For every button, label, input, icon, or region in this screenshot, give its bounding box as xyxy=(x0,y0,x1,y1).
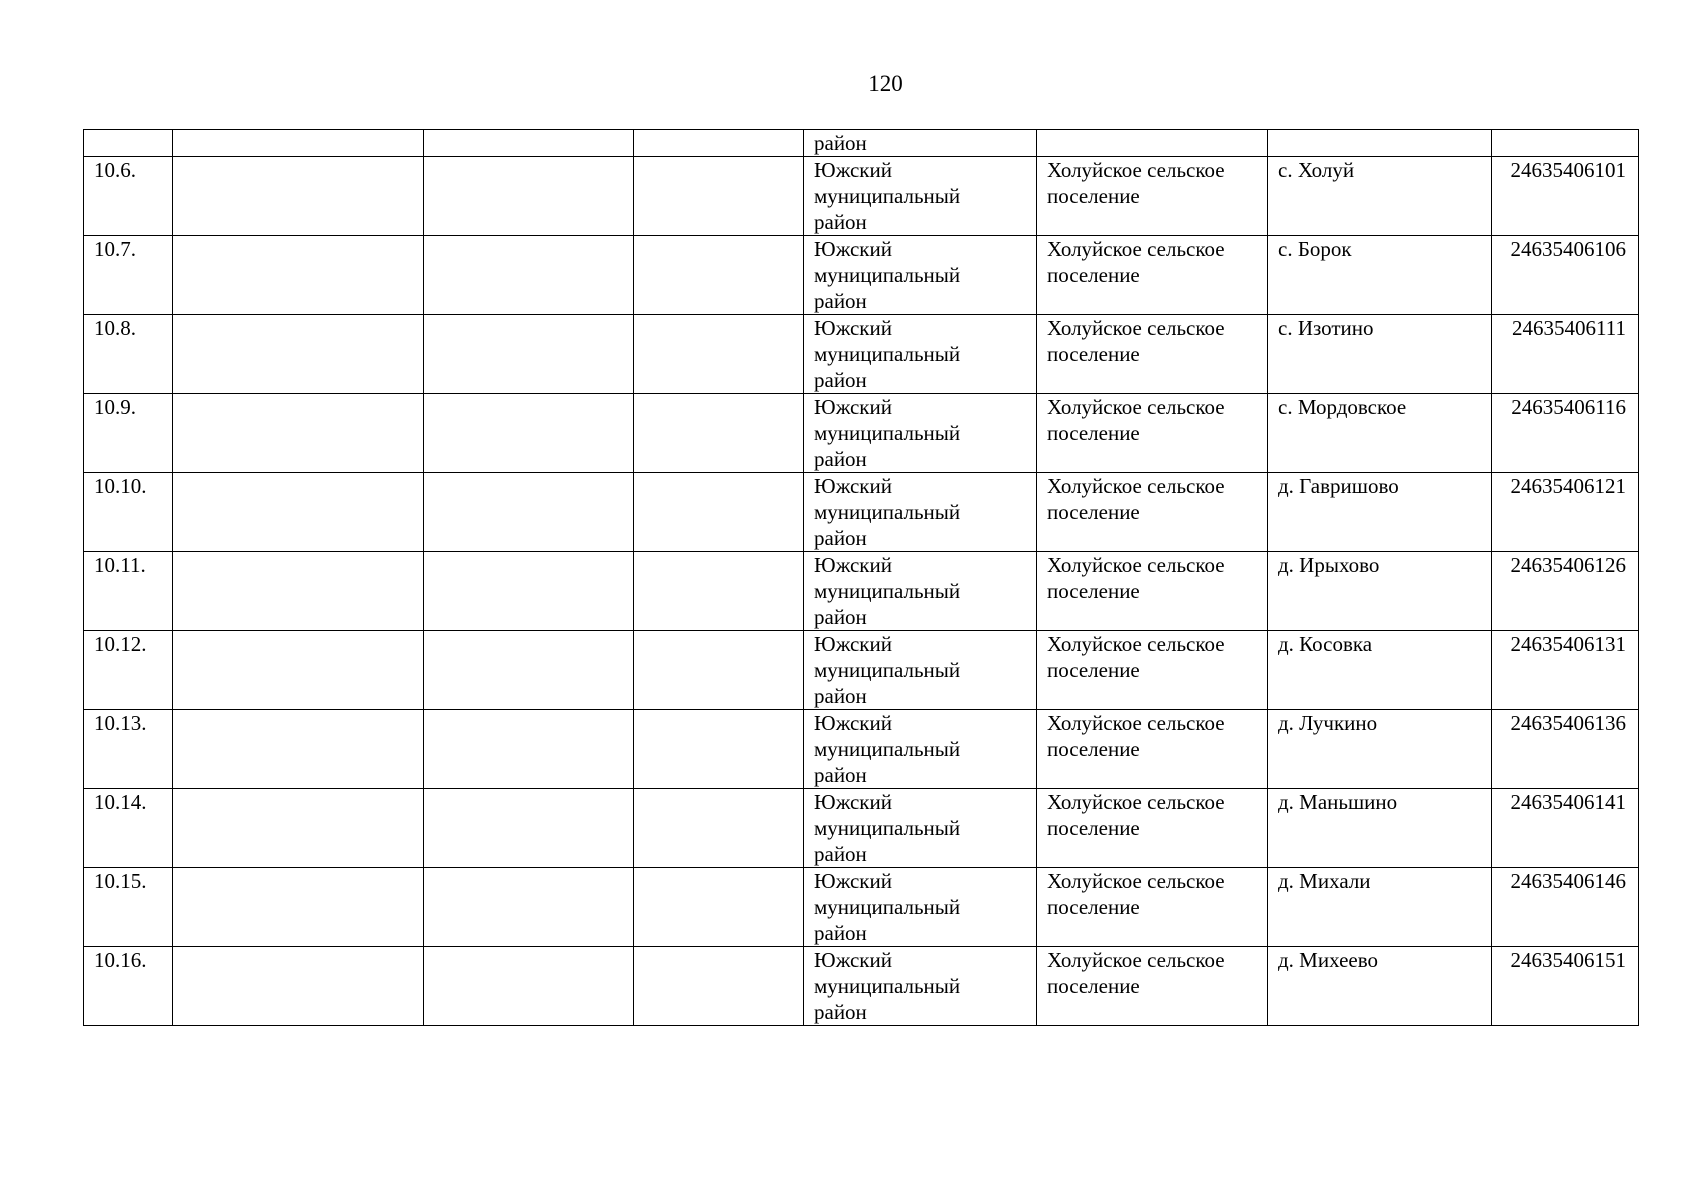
cell-number: 10.11. xyxy=(84,552,173,631)
table-row xyxy=(84,315,1639,394)
district-line: муниципальный xyxy=(814,579,961,603)
district-line: муниципальный xyxy=(814,421,961,445)
district-line: муниципальный xyxy=(814,184,961,208)
district-line: Южский xyxy=(814,553,892,577)
cell-settlement xyxy=(1037,631,1268,710)
cell-locality: д. Михеево xyxy=(1268,947,1492,1026)
cell-empty xyxy=(173,236,424,315)
cell-locality: д. Лучкино xyxy=(1268,710,1492,789)
cell-empty xyxy=(634,236,804,315)
cell-settlement xyxy=(1037,394,1268,473)
district-line: район xyxy=(814,921,867,945)
district-line: Южский xyxy=(814,316,892,340)
district-line: Южский xyxy=(814,395,892,419)
settlement-line: Холуйское сельское xyxy=(1047,237,1225,261)
settlement-line: поселение xyxy=(1047,579,1140,603)
settlement-line: Холуйское сельское xyxy=(1047,316,1225,340)
table-body xyxy=(84,130,1639,1026)
cell-settlement xyxy=(1037,315,1268,394)
cell-settlement xyxy=(1037,868,1268,947)
cell-empty xyxy=(173,789,424,868)
cell-code: 24635406146 xyxy=(1492,868,1639,947)
cell-district: район xyxy=(804,130,1037,157)
cell-empty xyxy=(424,315,634,394)
settlement-line: поселение xyxy=(1047,421,1140,445)
cell-empty xyxy=(173,473,424,552)
table-row xyxy=(84,947,1639,1026)
cell-code: 24635406131 xyxy=(1492,631,1639,710)
settlement-line: Холуйское сельское xyxy=(1047,790,1225,814)
cell-empty xyxy=(424,236,634,315)
continuation-row xyxy=(84,130,1639,157)
cell-empty xyxy=(634,130,804,157)
cell-empty xyxy=(634,394,804,473)
cell-empty xyxy=(634,315,804,394)
cell-empty xyxy=(173,157,424,236)
settlement-line: Холуйское сельское xyxy=(1047,632,1225,656)
settlement-line: поселение xyxy=(1047,184,1140,208)
district-line: район xyxy=(814,763,867,787)
settlement-line: поселение xyxy=(1047,342,1140,366)
district-line: муниципальный xyxy=(814,737,961,761)
cell-settlement xyxy=(1037,130,1268,157)
cell-district xyxy=(804,789,1037,868)
settlement-line: поселение xyxy=(1047,816,1140,840)
table-row xyxy=(84,157,1639,236)
district-line: Южский xyxy=(814,711,892,735)
cell-code: 24635406136 xyxy=(1492,710,1639,789)
cell-code: 24635406111 xyxy=(1492,315,1639,394)
district-line: район xyxy=(814,842,867,866)
cell-empty xyxy=(173,710,424,789)
cell-empty xyxy=(173,315,424,394)
cell-empty xyxy=(424,157,634,236)
cell-number: 10.16. xyxy=(84,947,173,1026)
district-line: район xyxy=(814,526,867,550)
cell-number: 10.6. xyxy=(84,157,173,236)
cell-number: 10.8. xyxy=(84,315,173,394)
settlement-line: поселение xyxy=(1047,263,1140,287)
settlement-line: поселение xyxy=(1047,737,1140,761)
cell-code: 24635406126 xyxy=(1492,552,1639,631)
district-line: муниципальный xyxy=(814,658,961,682)
cell-locality xyxy=(1268,130,1492,157)
cell-locality: с. Мордовское xyxy=(1268,394,1492,473)
cell-locality: д. Ирыхово xyxy=(1268,552,1492,631)
district-line: муниципальный xyxy=(814,974,961,998)
cell-district xyxy=(804,315,1037,394)
cell-empty xyxy=(424,789,634,868)
cell-code: 24635406141 xyxy=(1492,789,1639,868)
cell-empty xyxy=(173,552,424,631)
cell-empty xyxy=(634,157,804,236)
cell-locality: д. Маньшино xyxy=(1268,789,1492,868)
cell-code: 24635406106 xyxy=(1492,236,1639,315)
cell-locality: д. Михали xyxy=(1268,868,1492,947)
table-row xyxy=(84,631,1639,710)
cell-empty xyxy=(634,473,804,552)
table-row xyxy=(84,552,1639,631)
cell-empty xyxy=(634,631,804,710)
cell-locality: с. Холуй xyxy=(1268,157,1492,236)
cell-district xyxy=(804,710,1037,789)
cell-number: 10.10. xyxy=(84,473,173,552)
district-line: муниципальный xyxy=(814,263,961,287)
cell-number: 10.15. xyxy=(84,868,173,947)
cell-district xyxy=(804,552,1037,631)
table-row xyxy=(84,789,1639,868)
settlement-line: поселение xyxy=(1047,658,1140,682)
settlement-line: Холуйское сельское xyxy=(1047,158,1225,182)
cell-empty xyxy=(424,473,634,552)
page-number: 120 xyxy=(868,71,903,96)
district-line: район xyxy=(814,605,867,629)
cell-empty xyxy=(173,947,424,1026)
cell-empty xyxy=(173,868,424,947)
cell-empty xyxy=(424,552,634,631)
district-line: Южский xyxy=(814,790,892,814)
cell-code: 24635406116 xyxy=(1492,394,1639,473)
cell-empty xyxy=(173,394,424,473)
cell-number: 10.14. xyxy=(84,789,173,868)
district-line: район xyxy=(814,684,867,708)
settlement-line: поселение xyxy=(1047,895,1140,919)
table-row xyxy=(84,394,1639,473)
cell-settlement xyxy=(1037,236,1268,315)
cell-settlement xyxy=(1037,789,1268,868)
settlement-line: поселение xyxy=(1047,500,1140,524)
table-row xyxy=(84,710,1639,789)
settlement-line: Холуйское сельское xyxy=(1047,395,1225,419)
cell-settlement xyxy=(1037,473,1268,552)
cell-district xyxy=(804,394,1037,473)
table-row xyxy=(84,868,1639,947)
cell-locality: д. Гавришово xyxy=(1268,473,1492,552)
district-line: район xyxy=(814,289,867,313)
district-line: район xyxy=(814,447,867,471)
settlements-table xyxy=(83,129,1639,1026)
cell-district xyxy=(804,868,1037,947)
cell-district xyxy=(804,236,1037,315)
cell-locality: с. Изотино xyxy=(1268,315,1492,394)
district-line: муниципальный xyxy=(814,342,961,366)
cell-locality: д. Косовка xyxy=(1268,631,1492,710)
cell-settlement xyxy=(1037,552,1268,631)
settlement-line: поселение xyxy=(1047,974,1140,998)
cell-empty xyxy=(634,789,804,868)
cell-settlement xyxy=(1037,947,1268,1026)
district-line: район xyxy=(814,1000,867,1024)
cell-empty xyxy=(634,710,804,789)
cell-settlement xyxy=(1037,157,1268,236)
cell-empty xyxy=(424,394,634,473)
district-line: муниципальный xyxy=(814,500,961,524)
cell-empty xyxy=(424,710,634,789)
district-line: Южский xyxy=(814,632,892,656)
district-line: муниципальный xyxy=(814,816,961,840)
district-line: Южский xyxy=(814,158,892,182)
cell-district xyxy=(804,473,1037,552)
district-line: Южский xyxy=(814,237,892,261)
cell-number: 10.9. xyxy=(84,394,173,473)
cell-district xyxy=(804,947,1037,1026)
settlement-line: Холуйское сельское xyxy=(1047,711,1225,735)
table-row xyxy=(84,473,1639,552)
cell-empty xyxy=(634,947,804,1026)
district-line: район xyxy=(814,210,867,234)
settlement-line: Холуйское сельское xyxy=(1047,474,1225,498)
cell-empty xyxy=(424,947,634,1026)
district-line: Южский xyxy=(814,948,892,972)
cell-empty xyxy=(173,130,424,157)
table-row xyxy=(84,236,1639,315)
cell-locality: с. Борок xyxy=(1268,236,1492,315)
cell-empty xyxy=(634,868,804,947)
cell-district xyxy=(804,157,1037,236)
district-line: Южский xyxy=(814,869,892,893)
cell-empty xyxy=(424,130,634,157)
settlement-line: Холуйское сельское xyxy=(1047,948,1225,972)
district-line: муниципальный xyxy=(814,895,961,919)
cell-code: 24635406121 xyxy=(1492,473,1639,552)
cell-empty xyxy=(424,868,634,947)
cell-code xyxy=(1492,130,1639,157)
cell-number: 10.13. xyxy=(84,710,173,789)
cell-code: 24635406151 xyxy=(1492,947,1639,1026)
district-line: район xyxy=(814,368,867,392)
district-line: Южский xyxy=(814,474,892,498)
settlement-line: Холуйское сельское xyxy=(1047,553,1225,577)
cell-empty xyxy=(634,552,804,631)
cell-number: 10.12. xyxy=(84,631,173,710)
cell-empty xyxy=(424,631,634,710)
cell-number: 10.7. xyxy=(84,236,173,315)
cell-code: 24635406101 xyxy=(1492,157,1639,236)
cell-settlement xyxy=(1037,710,1268,789)
cell-number xyxy=(84,130,173,157)
cell-district xyxy=(804,631,1037,710)
cell-empty xyxy=(173,631,424,710)
settlement-line: Холуйское сельское xyxy=(1047,869,1225,893)
